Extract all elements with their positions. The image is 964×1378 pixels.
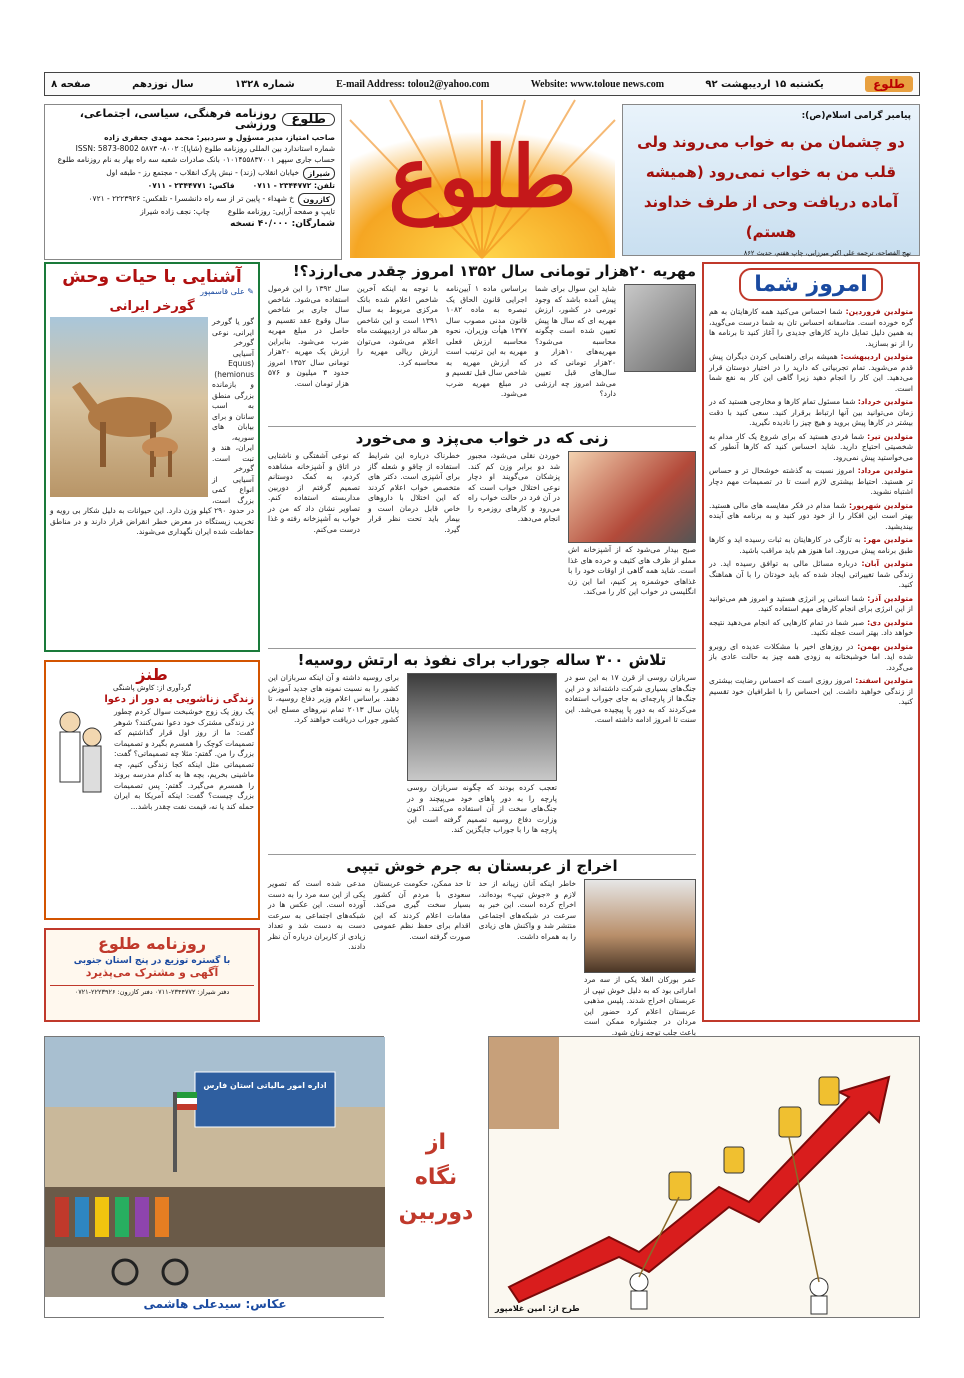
arabia-col3: تا حد ممکن، حکومت عربستان سعودی با مردم آن کشور بسیار سخت گیری می‌کند. مقامات اعلام کردند که این اقدام برای حفظ نظم عمومی صورت گرفته است. <box>373 879 471 941</box>
wildlife-photo <box>50 317 208 497</box>
socks-photo <box>407 673 557 781</box>
wildlife-author: علی قاسمپور <box>200 287 245 296</box>
satire-text: یک روز یک زوج خوشبخت سوال کردم چطور در زندگی مشترک خود دعوا نمی‌کنند؟ شوهر گفت: ما از روز اول قرار گذاشتیم که تصمیمات کوچک را همسرم بگیرد و تصمیمات بزرگ را من. گفتم: مثلا چه تصمیماتی؟ گفت: تصمیماتی مثل اینکه کجا زندگی کنیم، چه ماشینی بخریم، بچه ها به کدام مدرسه بروند را همسرم می‌گیرد. گفتم: پس تصمیمات بزرگ چیست؟ گفت: اینکه آمریکا به ایران حمله کند یا نه، قیمت نفت چقدر باشد... <box>114 707 254 811</box>
header-page: صفحه ۸ <box>51 78 91 90</box>
ad-line1: با گستره توزیع در پنج استان جنوبی <box>73 956 231 966</box>
header-email[interactable]: E-mail Address: tolou2@yahoo.com <box>336 78 490 90</box>
horoscope-sign: متولدین آذر: <box>867 593 913 603</box>
horoscope-entry <box>709 559 913 591</box>
header-year: سال نوزدهم <box>132 78 194 90</box>
tax-office-photo <box>45 1037 385 1299</box>
mahrieh-col4: سال ۱۳۹۲ را این فرمول استفاده می‌شود. شاخص سال جاری بر شاخص سال وقوع عقد تقسیم و حاصل در مبلغ مهریه ضرب می‌شود. بنابراین ارزش یک مهریه ۲۰هزار تومانی سال ۱۳۵۲ امروز حدود ۳ میلیون و ۵۷۶ هزار تومان است. <box>268 284 350 388</box>
satire-box <box>44 660 260 920</box>
header-strip <box>44 72 920 96</box>
photo-caption: عکاس: سیدعلی هاشمی <box>45 1297 385 1317</box>
photo-title-2: نگاه <box>414 1164 458 1190</box>
horoscope-entry <box>709 594 913 615</box>
horoscope-sign: متولدین اسفند: <box>855 676 913 685</box>
onager-illustration <box>50 317 208 497</box>
hadith-text: دو چشمان من به خواب می‌روند ولی قلب من به خواب نمی‌رود (همیشه آماده دریافت وحی از طرف خداوند هستم) <box>637 133 905 241</box>
header-date: یکشنبه ۱۵ اردیبهشت ۹۲ <box>705 78 824 90</box>
masthead-logo-text: طلوع <box>388 127 577 226</box>
socks-headline: تلاش ۳۰۰ ساله جوراب برای نفوذ به ارتش روسیه! <box>297 651 667 669</box>
couple-cartoon <box>50 707 110 817</box>
horoscope-entry <box>709 307 913 349</box>
mahrieh-photo <box>624 284 696 372</box>
kazeroon-address: خ شهداء - پایین تر از سه راه دانشسرا - تلفکس: ۲۲۲۳۹۲۶ - ۰۷۲۱ <box>88 194 295 203</box>
mahrieh-col1: شاید این سوال برای شما پیش آمده باشد که وجود تورمی در کشور، ارزش مهریه ای که سال ها پیش تعیین شده است چگونه محاسبه می‌شود؟ مهریه‌های ۱۰هزار و ۲۰هزار تومانی که در سال‌های قبل تعیین می‌شد امروز چه ارزشی دارد؟ <box>535 284 616 398</box>
arabia-photo <box>584 879 696 973</box>
horoscope-entry <box>709 642 913 674</box>
hadith-intro: پیامبر گرامی اسلام(ص): <box>801 111 911 121</box>
circulation: شمارگان: ۴۰/۰۰۰ نسخه <box>230 219 335 229</box>
satire-subtitle: گردآوری از: کاوش پاشنگی <box>112 684 191 692</box>
ad-contact: دفتر شیراز: ۲۳۴۴۷۷۲-۰۷۱۱ دفتر کازرون: ۲۲۲۳۹۲۶-۰۷۲۱ <box>50 985 254 996</box>
printer-line: چاپ: نجف زاده شیراز <box>140 207 210 216</box>
print-line: تایپ و صفحه آرایی: روزنامه طلوع <box>227 207 335 216</box>
hadith-source: نهج الفصاحه، ترجمه علی اکبر میرزایی، چاپ هفتم، حدیث ۸۶۲ <box>743 249 911 257</box>
horoscope-sign: متولدین مهر: <box>863 535 913 544</box>
shiraz-address: خیابان انقلاب (زند) - نبش پارک انقلاب - مجتمع رز - طبقه اول <box>106 168 299 177</box>
article-socks <box>268 648 696 848</box>
horoscope-entry <box>709 432 913 464</box>
horoscope-title: امروز شما <box>739 268 883 301</box>
wildlife-text: گور یا گورخر ایرانی، نوعی گورخر آسیایی (Equus hemionus) و بازمانده بزرگی منطق به اسب سانان و برای بیابان های سوریه، ایران، هند و تبت است. گورخر آسیایی از انواع کمی بزرگ است، در حدود ۲۹۰ کیلو وزن دارد. این حیوانات به دلیل شکار بی رویه و تخریب زیستگاه در معرض خطر انقراض قرار دارند و در مناطق حفاظت شده ایران نگهداری می‌شوند. <box>50 317 254 536</box>
horoscope-text: همیشه برای راهنمایی کردن دیگران پیش قدم می‌شوید. تمام تجربیاتی که دارید را در اختیار دوستان قرار می‌دهید. این کار را انجام دهید زیرا گاهی این کار به نفع شما است. <box>709 352 913 393</box>
cartoon-credit: طرح از: امین غلامپور <box>495 1304 580 1313</box>
shiraz-phone: تلفن: ۲۳۴۴۷۷۲ - ۰۷۱۱ <box>252 181 335 190</box>
masthead-logo <box>350 100 615 258</box>
hadith-box <box>622 104 920 256</box>
horoscope-sign: متولدین تیر: <box>867 431 913 441</box>
horoscope-text: امروز نسبت به گذشته خوشحال تر و حساس تر هستید. احتیاط بیشتری لازم است تا در تصمیمات مهم دچار اشتباه نشوید. <box>709 466 913 496</box>
header-issue: شماره ۱۳۲۸ <box>234 78 295 90</box>
shiraz-fax: فاکس: ۲۳۴۴۷۷۱ - ۰۷۱۱ <box>147 181 235 190</box>
horoscope-text: شما مسئول تمام کارها و مخارجی هستید که در زمان می‌توانید بین آنها ارتباط برقرار کنید. سعی کنید با دقت بیشتر در کارها پیش بروید و هیچ چیز را نادیده نگیرید. <box>709 397 913 427</box>
horoscope-text: شما انسانی پر انرژی هستید و امروز هم می‌توانید از این انرژی برای انجام کارهای مهم استفاده کنید. <box>709 593 913 613</box>
horoscope-text: شما فردی هستید که برای شروع یک کار مدام به شخصیتی احتیاج دارید. شاید احساس کنید که کارها آنطور که می‌خواستید پیش نمی‌رود. <box>709 431 913 462</box>
sleep-col4: که نوعی آشفتگی و ناشتایی در اتاق و آشپزخانه مشاهده کردم، به کمک دوستانم تصمیم گرفتم از دوربین مداربسته استفاده کنم. تصاویر نشان داد که من در خواب به آشپزخانه رفته و غذا درست می‌کنم. <box>268 451 360 534</box>
satire-cartoon <box>50 707 110 817</box>
satire-headline: زندگی زناشویی به دور از دعوا <box>104 694 254 705</box>
ad-title: روزنامه طلوع <box>97 934 207 953</box>
header-website[interactable]: Website: www.toloue news.com <box>530 78 665 90</box>
horoscope-text: در روزهای اخیر با مشکلات عدیده ای روبرو شده اید. اما خوشبختانه به زودی همه چیز به حالت عادی باز می‌گردد. <box>709 641 913 672</box>
wildlife-subtitle: گورخر ایرانی <box>109 299 195 314</box>
horoscope-entry <box>709 535 913 556</box>
paper-name-badge: طلوع <box>282 113 335 126</box>
horoscope-text: شما احساس می‌کنید همه کارهایتان به هم گره خورده است. متاسفانه احساس تان به شما درست می‌گوید، به همین دلیل تمایل دارید کارهای جدیدی را آغاز کنید تا برنامه ها را از نو بسازید. <box>709 307 913 348</box>
issn-line: شماره استاندارد بین المللی روزنامه طلوع (شاپا): ۸۰۰۲- ۵۸۷۳ ISSN: 5873-8002 <box>75 144 335 153</box>
article-mahrieh <box>268 262 696 424</box>
horoscope-sign: متولدین بهمن: <box>857 641 913 651</box>
photo-title-1: از <box>425 1129 447 1155</box>
horoscope-sign: متولدین شهریور: <box>849 500 914 510</box>
horoscope-text: صبر شما در تمام کارهایی که انجام می‌دهید نتیجه خواهد داد. بهتر است عجله نکنید. <box>709 617 913 637</box>
arabia-col4: مدعی شده است که تصویر یکی از این سه مرد را به دست آورده است. این عکس ها در شبکه‌های اجتماعی به سرعت دست به دست شد و تعداد زیادی از کاربران درباره آن نظر دادند. <box>268 879 366 951</box>
kazeroon-label: کازرون <box>298 193 335 206</box>
horoscope-box <box>702 262 920 1022</box>
satire-title: طنز <box>136 665 168 684</box>
shiraz-label: شیراز <box>303 167 335 180</box>
horoscope-sign: متولدین خرداد: <box>857 397 914 406</box>
paper-subtitle: روزنامه فرهنگی، سیاسی، اجتماعی، ورزشی <box>79 107 277 131</box>
news-photo-box <box>44 1036 384 1318</box>
horoscope-entry <box>709 501 913 533</box>
horoscope-entry <box>709 466 913 498</box>
arabia-headline: اخراج از عربستان به جرم خوش تیپی <box>346 857 618 875</box>
article-sleep <box>268 426 696 646</box>
horoscope-entry <box>709 676 913 708</box>
photo-title-3: دوربین <box>398 1199 474 1225</box>
sleep-headline: زنی که در خواب می‌پزد و می‌خورد <box>355 429 609 447</box>
socks-col3: برای روسیه داشته و آن اینکه سربازان این کشور را به نسبت نمونه های جدید آموزش دهند. براساس اعلام وزیر دفاع روسیه، تا پایان سال ۲۰۱۳ تمام نیروهای مسلح این کشور جوراب دریافت خواهند کرد. <box>268 673 399 724</box>
horoscope-sign: متولدین فروردین: <box>845 307 914 316</box>
wildlife-title: آشنایی با حیات وحش <box>62 267 242 287</box>
horoscope-sign: متولدین دی: <box>867 617 913 627</box>
socks-col2: تعجب کرده بودند که چگونه سربازان روسی پارچه را به دور پاهای خود می‌پیچند و در جنگ‌های سخت از آن استفاده می‌کنند. اکنون وزارت دفاع روسیه تصمیم گرفته است این پارچه ها را با جوراب جایگزین کند. <box>407 783 557 834</box>
horoscope-text: درباره مسائل مالی به توافق رسیده اید. در زندگی شما تغییراتی ایجاد شده که باید خودتان را با آن هماهنگ کنید. <box>709 559 913 589</box>
horoscope-text: به تازگی در کارهایتان به ثبات رسیده اید و کارها طبق برنامه پیش می‌رود. اما هنوز هم باید مراقب باشید. <box>709 535 913 555</box>
mahrieh-col2: براساس ماده ۱ آیین‌نامه اجرایی قانون الحاق یک تبصره به ماده ۱۰۸۲ قانون مدنی مصوب سال ۱۳۷۷ هیأت وزیران، نحوه محاسبه ارزش فعلی مهریه به این ترتیب است که ارزش مهریه به شاخص سال قبل تقسیم و در مبلغ مهریه ضرب می‌شود. <box>446 284 527 398</box>
cartoon-box <box>488 1036 920 1318</box>
economy-cartoon <box>489 1037 921 1319</box>
sleep-col2: خوردن نقلی می‌شود، مجبور شد دو برابر وزن کم کند. پزشکان می‌گویند او دچار نوعی اختلال خواب است که در آن فرد در حالت خواب راه می‌رود و کارهای روزمره را انجام می‌دهد. <box>468 451 560 523</box>
ad-line2: آگهی و مشترک می‌پذیرد <box>85 966 219 979</box>
horoscope-sign: متولدین آبان: <box>861 559 914 568</box>
horoscope-entry <box>709 352 913 394</box>
photo-sign-text: اداره امور مالیاتی استان فارس <box>203 1081 327 1090</box>
horoscope-list <box>709 307 913 708</box>
masthead-info <box>44 104 342 260</box>
sleep-photo <box>568 451 696 543</box>
photo-section-title <box>392 1036 480 1318</box>
mahrieh-headline: مهریه ۲۰هزار تومانی سال ۱۳۵۲ امروز چقدر می‌ارزد؟! <box>292 262 696 280</box>
horoscope-entry <box>709 618 913 639</box>
sleep-col3: خطرناک درباره این شرایط استفاده از چاقو و شعله گاز برای آشپزی است. دکتر های متخصص خواب اعلام کردند که این اختلال با داروهای خاص قابل درمان است و بیمار باید تحت نظر قرار گیرد. <box>368 451 460 534</box>
account-line: حساب جاری سپهر ۰۱۰۱۴۵۵۸۳۷۰۰۱ بانک صادرات شعبه سه راه بهار به نام روزنامه طلوع <box>57 155 335 164</box>
socks-col1: سربازان روسی از قرن ۱۷ به این سو در جنگ‌های بسیاری شرکت داشته‌اند و در این جنگ‌ها از پارچه‌ای به جای جوراب استفاده می‌کردند که به دور پا پیچیده می‌شد. این سنت تا امروز ادامه داشته است. <box>565 673 696 724</box>
sleep-col1: صبح بیدار می‌شود که از آشپزخانه اش مملو از ظرف های کثیف و خرده های غذا است. شاید همه گاهی از اوقات خود را با غذاهای خوشمزه پر کنیم، اما این زن انگلیسی در خواب این کار را می‌کند. <box>568 545 696 596</box>
horoscope-text: امروز روزی است که احساس رضایت بیشتری از زندگی خواهید داشت. این احساس را با اطرافیان خود تقسیم کنید. <box>709 676 913 706</box>
wildlife-box: آشنایی با حیات وحش ✎ علی قاسمپور گورخر ایرانی گور یا گورخر ایرانی، نوعی گورخر آسیایی (Equus hemionus) و بازمانده بزرگی منطق به اسب سانان و برای بیابان های سوریه، ایران، هند و تبت است. گورخر آسیایی از انواع کمی بزرگ است، در حدود ۲۹۰ کیلو وزن دارد. این حیوانات به دلیل شکار بی رویه و تخریب زیستگاه در معرض خطر انقراض قرار دارند و در مناطق حفاظت شده ایران نگهداری می‌شوند. <box>44 262 260 652</box>
arabia-col1: عمر بورکان الغلا یکی از سه مرد اماراتی بود که به دلیل خوش تیپی از عربستان اخراج شدند. پلیس مذهبی عربستان اعلام کرد حضور این مردان در جشنواره ممکن است باعث جلب توجه زنان شود. <box>584 975 696 1037</box>
ad-box <box>44 928 260 1022</box>
horoscope-sign: متولدین مرداد: <box>857 466 914 475</box>
mahrieh-col3: با توجه به اینکه آخرین شاخص اعلام شده بانک مرکزی مربوط به سال ۱۳۹۱ است و این شاخص هر ساله در اردیبهشت ماه اعلام می‌شود، می‌توان ارزش ریالی مهریه را محاسبه کرد. <box>357 284 438 367</box>
horoscope-text: شما مدام در فکر مقایسه های مالی هستید. بهتر است این افکار را از خود دور کنید و به برنامه های آینده بیندیشید. <box>709 500 913 531</box>
owner-line: صاحب امتیاز، مدیر مسؤول و سردبیر: محمد مهدی جعفری زاده <box>104 133 335 142</box>
arabia-col2: خاطر اینکه آنان زیبانه از حد لازم و «جوش تیپ» بوده‌اند، اخراج کرده است. این خبر به سرعت در شبکه‌های اجتماعی منتشر شد و واکنش های زیادی را به همراه داشت. <box>478 879 576 941</box>
horoscope-sign: متولدین اردیبهشت: <box>840 352 913 361</box>
horoscope-entry <box>709 397 913 429</box>
header-logo-small: طلوع <box>865 76 913 92</box>
article-arabia <box>268 854 696 1037</box>
